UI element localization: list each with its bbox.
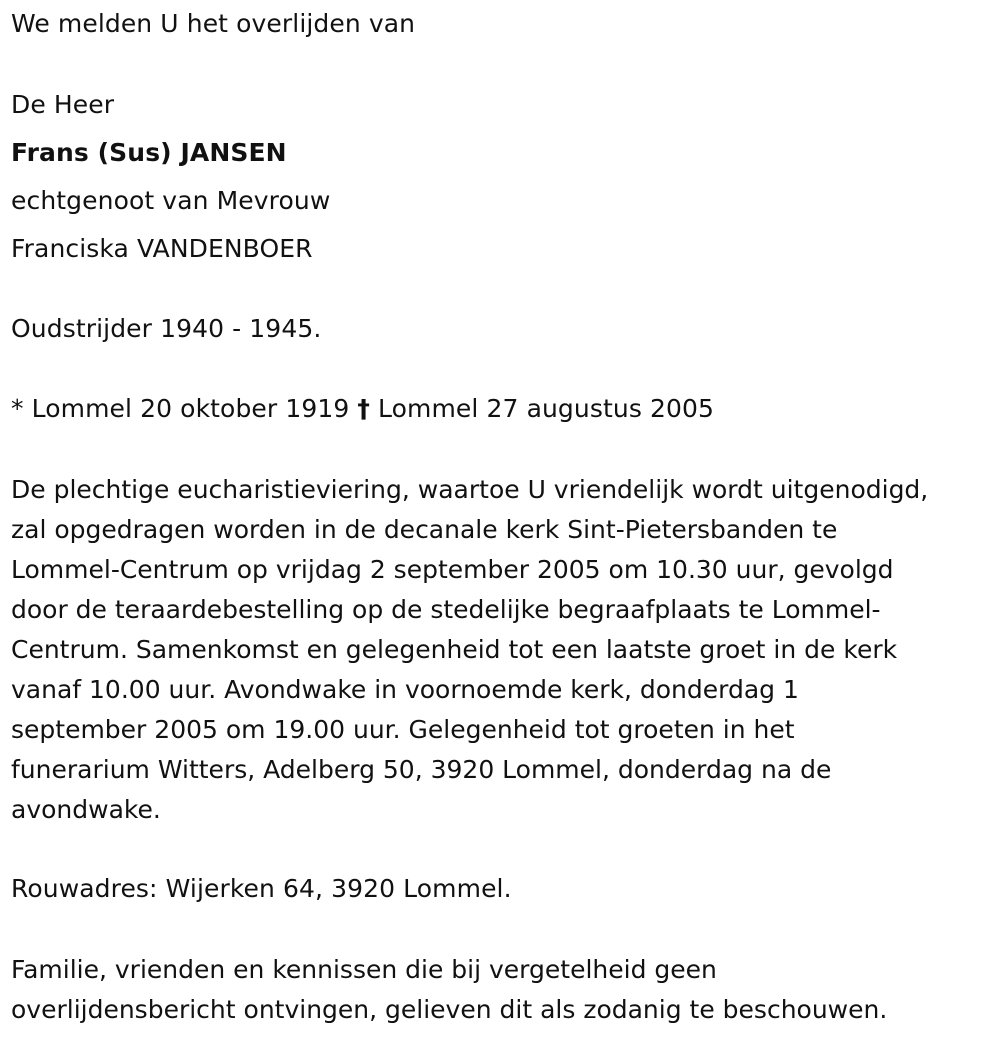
- service-line: door de teraardebestelling op de stedelijke begraafplaats te Lommel-: [11, 595, 881, 624]
- service-line: Lommel-Centrum op vrijdag 2 september 2005 om 10.30 uur, gevolgd: [11, 555, 894, 584]
- death-text: Lommel 27 augustus 2005: [378, 394, 715, 423]
- service-line: avondwake.: [11, 795, 161, 824]
- closing-line: overlijdensbericht ontvingen, gelieven dit als zodanig te beschouwen.: [11, 995, 888, 1024]
- service-line: Centrum. Samenkomst en gelegenheid tot een laatste groet in de kerk: [11, 635, 898, 664]
- dates-line: [11, 394, 714, 423]
- title-text: De Heer: [11, 90, 115, 119]
- mourning-address: Rouwadres: Wijerken 64, 3920 Lommel.: [11, 874, 512, 903]
- service-line: De plechtige eucharistieviering, waartoe U vriendelijk wordt uitgenodigd,: [11, 475, 929, 504]
- cross-icon: †: [357, 394, 370, 423]
- service-paragraph: [11, 470, 928, 830]
- deceased-name: Frans (Sus) JANSEN: [11, 138, 287, 167]
- service-line: september 2005 om 19.00 uur. Gelegenheid tot groeten in het: [11, 715, 795, 744]
- closing-paragraph: [11, 950, 887, 1030]
- service-line: funerarium Witters, Adelberg 50, 3920 Lommel, donderdag na de: [11, 755, 832, 784]
- intro-text: We melden U het overlijden van: [11, 9, 416, 38]
- service-line: vanaf 10.00 uur. Avondwake in voornoemde kerk, donderdag 1: [11, 675, 799, 704]
- veteran-text: Oudstrijder 1940 - 1945.: [11, 314, 322, 343]
- closing-line: Familie, vrienden en kennissen die bij vergetelheid geen: [11, 955, 717, 984]
- spouse-name: Franciska VANDENBOER: [11, 234, 313, 263]
- spouse-label: echtgenoot van Mevrouw: [11, 186, 331, 215]
- birth-text: * Lommel 20 oktober 1919: [11, 394, 350, 423]
- service-line: zal opgedragen worden in de decanale kerk Sint-Pietersbanden te: [11, 515, 838, 544]
